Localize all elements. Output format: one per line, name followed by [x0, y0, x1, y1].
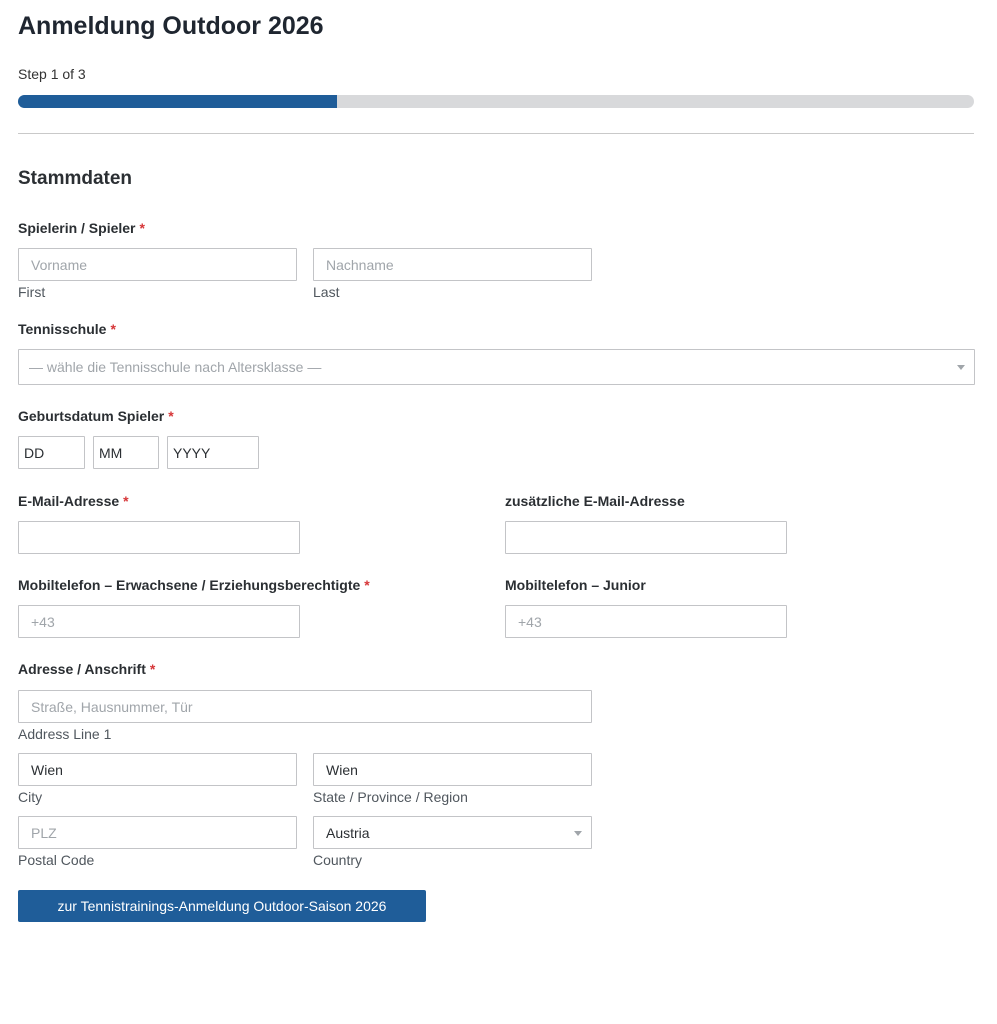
junior-phone-input[interactable] [505, 605, 787, 638]
state-value: Wien [326, 761, 358, 778]
zip-sublabel: Postal Code [18, 852, 95, 868]
first-name-sublabel: First [18, 284, 46, 300]
state-input[interactable] [313, 753, 592, 786]
city-input[interactable] [18, 753, 297, 786]
address-line1-placeholder: Straße, Hausnummer, Tür [31, 698, 193, 715]
school-placeholder: — wähle die Tennisschule nach Altersklasse — [29, 359, 322, 375]
birth-month-input[interactable] [93, 436, 159, 469]
last-name-placeholder: Nachname [326, 256, 394, 273]
required-mark: * [139, 220, 145, 236]
next-step-button[interactable]: zur Tennistrainings-Anmeldung Outdoor-Saison 2026 [18, 890, 426, 922]
email-input[interactable] [18, 521, 300, 554]
required-mark: * [123, 493, 129, 509]
step-indicator: Step 1 of 3 [18, 66, 86, 82]
page-title: Anmeldung Outdoor 2026 [18, 12, 324, 40]
adult-phone-placeholder: +43 [31, 613, 55, 630]
address-line1-sublabel: Address Line 1 [18, 726, 112, 742]
zip-placeholder: PLZ [31, 824, 57, 841]
city-sublabel: City [18, 789, 43, 805]
extra-email-label: zusätzliche E-Mail-Adresse [505, 493, 685, 509]
required-mark: * [110, 321, 116, 337]
birth-day-input[interactable] [18, 436, 85, 469]
required-mark: * [364, 577, 370, 593]
player-label-text: Spielerin / Spieler [18, 220, 136, 236]
progress-bar-fill [18, 95, 337, 108]
birthdate-label [18, 408, 174, 424]
divider [18, 133, 974, 134]
junior-phone-label: Mobiltelefon – Junior [505, 577, 646, 593]
required-mark: * [168, 408, 174, 424]
email-label [18, 493, 129, 509]
birth-year-placeholder: YYYY [173, 444, 211, 461]
last-name-input[interactable] [313, 248, 592, 281]
address-label-text: Adresse / Anschrift [18, 661, 146, 677]
first-name-input[interactable] [18, 248, 297, 281]
state-sublabel: State / Province / Region [313, 789, 468, 805]
adult-phone-input[interactable] [18, 605, 300, 638]
city-value: Wien [31, 761, 63, 778]
extra-email-input[interactable] [505, 521, 787, 554]
chevron-down-icon [574, 831, 582, 836]
school-select[interactable] [18, 349, 975, 385]
country-select[interactable] [313, 816, 592, 849]
country-sublabel: Country [313, 852, 363, 868]
birth-year-input[interactable] [167, 436, 259, 469]
progress-bar [18, 95, 974, 108]
section-title: Stammdaten [18, 168, 133, 189]
first-name-placeholder: Vorname [31, 256, 88, 273]
address-label [18, 661, 155, 677]
adult-phone-label-text: Mobiltelefon – Erwachsene / Erziehungsberechtigte [18, 577, 361, 593]
email-label-text: E-Mail-Adresse [18, 493, 120, 509]
birth-day-placeholder: DD [24, 444, 45, 461]
required-mark: * [149, 661, 156, 677]
birth-month-placeholder: MM [99, 444, 123, 461]
junior-phone-placeholder: +43 [518, 613, 542, 630]
birthdate-label-text: Geburtsdatum Spieler [18, 408, 165, 424]
chevron-down-icon [957, 365, 965, 370]
school-label [18, 321, 116, 337]
country-value: Austria [326, 824, 370, 841]
school-label-text: Tennisschule [18, 321, 107, 337]
adult-phone-label [18, 577, 370, 593]
player-label [18, 220, 145, 236]
address-line1-input[interactable] [18, 690, 592, 723]
last-name-sublabel: Last [313, 284, 340, 300]
zip-input[interactable] [18, 816, 297, 849]
